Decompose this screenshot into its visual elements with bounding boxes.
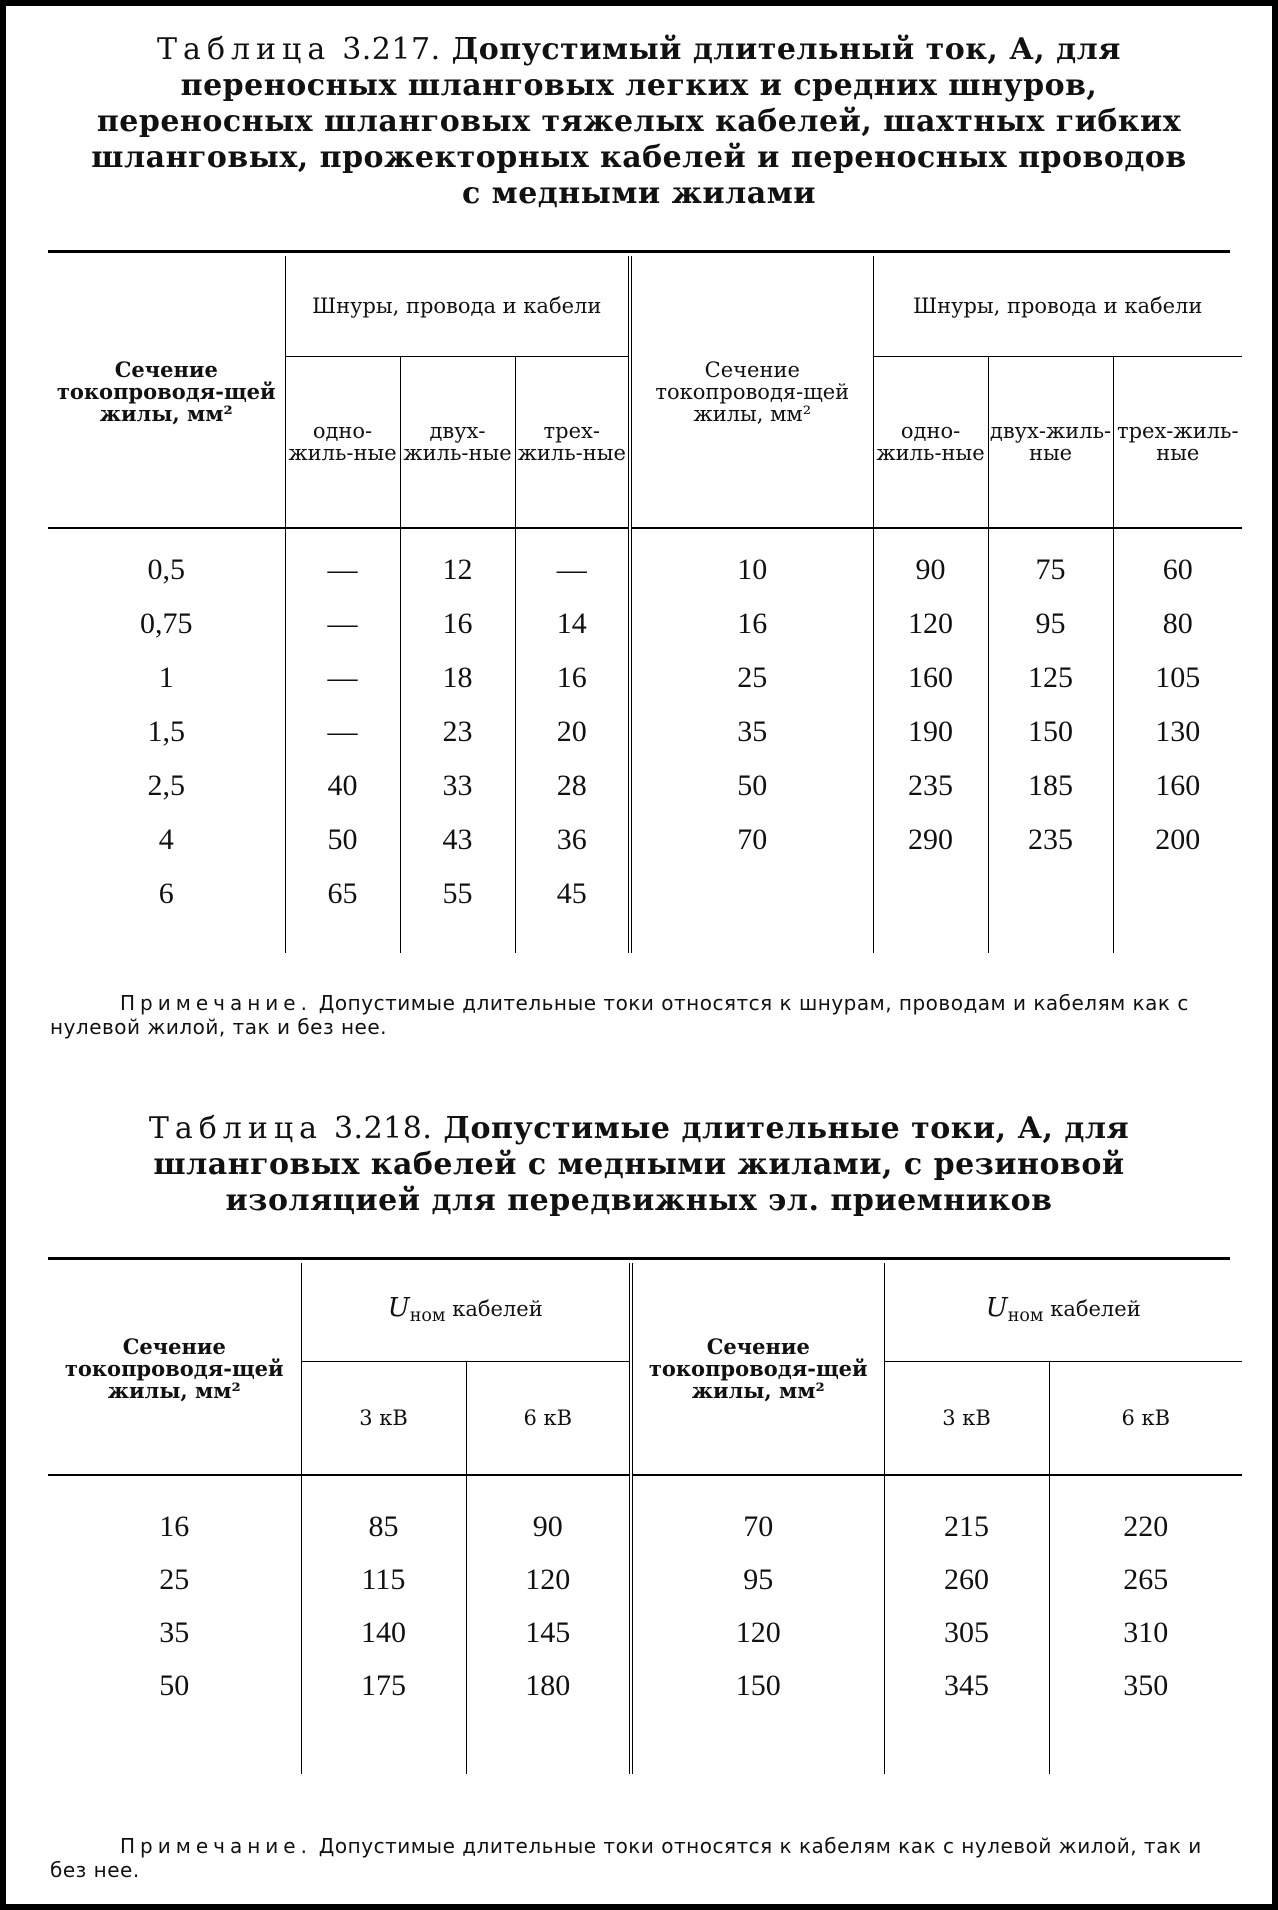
table-cell [1113, 867, 1242, 921]
table-cell: 350 [1049, 1659, 1242, 1712]
t1-header-single-core-left: одно-жиль-ные [285, 356, 400, 528]
table-cell: 16 [400, 597, 515, 651]
t1-header-two-core-right: двух-жиль-ные [988, 356, 1113, 528]
t1-header-two-core-left: двух-жиль-ные [400, 356, 515, 528]
table-row [48, 597, 1242, 651]
table-cell: 1,5 [147, 715, 185, 748]
table-cell: 105 [1113, 651, 1242, 705]
t2-header-3kv-left: 3 кВ [301, 1361, 466, 1475]
voltage-label: кабелей [452, 1296, 543, 1321]
t1-header-group-left: Шнуры, провода и кабели [285, 256, 630, 356]
table-cell: 28 [515, 759, 630, 813]
table-row [48, 543, 1242, 597]
table-cell: 1 [158, 661, 174, 694]
table-row [48, 705, 1242, 759]
voltage-subscript: ном [1007, 1305, 1044, 1326]
table-row [48, 867, 1242, 921]
t1-header-single-core-right: одно-жиль-ные [873, 356, 988, 528]
table-cell: 150 [631, 1659, 884, 1712]
t2-header-6kv-left: 6 кВ [466, 1361, 631, 1475]
table-cell: — [285, 651, 400, 705]
table-cell: 200 [1113, 813, 1242, 867]
table-row [48, 759, 1242, 813]
table-cell: 25 [630, 651, 873, 705]
table-cell: 50 [159, 1668, 190, 1702]
voltage-subscript: ном [409, 1305, 446, 1326]
table-cell: 16 [159, 1509, 190, 1543]
table-cell: 160 [1113, 759, 1242, 813]
voltage-symbol: U [985, 1292, 1008, 1323]
t1-header-three-core-right: трех-жиль-ные [1113, 356, 1242, 528]
table-cell: — [285, 597, 400, 651]
table-cell: 12 [400, 543, 515, 597]
table-cell: 145 [466, 1606, 631, 1659]
t2-header-6kv-right: 6 кВ [1049, 1361, 1242, 1475]
voltage-label: кабелей [1050, 1296, 1141, 1321]
table-cell: 90 [466, 1500, 631, 1553]
table-cell: 150 [988, 705, 1113, 759]
table-cell: 50 [630, 759, 873, 813]
table-3-217-note [50, 991, 1228, 1039]
title-text: Допустимые длительные токи, А, для шланговых кабелей с медными жилами, с резиновой изоляцией для передвижных эл. приемников [153, 1111, 1130, 1218]
table-cell: 18 [400, 651, 515, 705]
table-cell: — [285, 705, 400, 759]
table-cell [873, 867, 988, 921]
title-lead: Таблица [157, 32, 332, 67]
table-cell: 36 [515, 813, 630, 867]
table-cell: 235 [988, 813, 1113, 867]
t1-header-three-core-left: трех-жиль-ные [515, 356, 630, 528]
table-cell: 50 [285, 813, 400, 867]
table-3-217 [48, 256, 1242, 953]
t1-header-section-left: Сечение токопроводя-щей жилы, мм² [56, 356, 276, 426]
table-cell: 120 [631, 1606, 884, 1659]
table-cell: 60 [1113, 543, 1242, 597]
table-cell: 115 [301, 1553, 466, 1606]
note-lead: Примечание. [120, 991, 312, 1015]
title-number: 3.218. [333, 1111, 433, 1146]
table-cell: 33 [400, 759, 515, 813]
table-cell: — [285, 543, 400, 597]
table-cell: 180 [466, 1659, 631, 1712]
table-cell: 260 [884, 1553, 1049, 1606]
table-cell [630, 867, 873, 921]
table-cell: 290 [873, 813, 988, 867]
table-cell: 16 [630, 597, 873, 651]
table-cell: 130 [1113, 705, 1242, 759]
table-1-top-rule [48, 250, 1230, 253]
table-cell: 95 [631, 1553, 884, 1606]
table-cell: 40 [285, 759, 400, 813]
table-cell: 2,5 [147, 769, 185, 802]
table-cell: 120 [466, 1553, 631, 1606]
table-cell: 0,75 [140, 607, 193, 640]
table-cell: 75 [988, 543, 1113, 597]
table-cell: — [515, 543, 630, 597]
table-cell: 35 [630, 705, 873, 759]
note-text: Допустимые длительные токи относятся к кабелям как с нулевой жилой, так и без нее. [50, 1834, 1202, 1882]
title-text: Допустимый длительный ток, А, для переносных шланговых легких и средних шнуров, переносных шланговых тяжелых кабелей, шахтных гибких шланговых, прожекторных кабелей и переносных проводов с медными жилами [91, 32, 1187, 211]
table-cell: 190 [873, 705, 988, 759]
table-cell: 10 [630, 543, 873, 597]
t1-header-group-right: Шнуры, провода и кабели [873, 256, 1242, 356]
table-cell: 175 [301, 1659, 466, 1712]
table-cell: 65 [285, 867, 400, 921]
table-cell: 345 [884, 1659, 1049, 1712]
t2-header-3kv-right: 3 кВ [884, 1361, 1049, 1475]
note-lead: Примечание. [120, 1834, 312, 1858]
t1-header-section-right: Сечение токопроводя-щей жилы, мм² [630, 256, 873, 528]
table-cell: 45 [515, 867, 630, 921]
table-2-top-rule [48, 1257, 1230, 1260]
title-number: 3.217. [342, 32, 441, 67]
table-cell: 25 [159, 1562, 190, 1596]
table-3-217-title [89, 32, 1189, 212]
table-cell: 235 [873, 759, 988, 813]
table-row [48, 1659, 1242, 1712]
t2-header-section-right: Сечение токопроводя-щей жилы, мм² [631, 1263, 884, 1475]
table-cell: 23 [400, 705, 515, 759]
table-cell: 120 [873, 597, 988, 651]
table-3-218-title [109, 1111, 1169, 1219]
table-cell: 220 [1049, 1500, 1242, 1553]
table-cell [988, 867, 1113, 921]
table-row [48, 1500, 1242, 1553]
table-cell: 95 [988, 597, 1113, 651]
table-cell: 14 [515, 597, 630, 651]
table-cell: 140 [301, 1606, 466, 1659]
table-row [48, 651, 1242, 705]
table-cell: 215 [884, 1500, 1049, 1553]
voltage-symbol: U [387, 1292, 410, 1323]
table-cell: 16 [515, 651, 630, 705]
table-cell: 70 [631, 1500, 884, 1553]
table-cell: 55 [400, 867, 515, 921]
table-cell: 20 [515, 705, 630, 759]
table-cell: 85 [301, 1500, 466, 1553]
table-cell: 125 [988, 651, 1113, 705]
t2-header-voltage-right [884, 1263, 1242, 1361]
table-cell: 4 [158, 823, 174, 856]
table-cell: 265 [1049, 1553, 1242, 1606]
table-cell: 0,5 [147, 553, 185, 586]
table-cell: 80 [1113, 597, 1242, 651]
t2-header-section-left: Сечение токопроводя-щей жилы, мм² [64, 1333, 284, 1403]
table-3-218 [48, 1263, 1242, 1774]
table-cell: 35 [159, 1615, 190, 1649]
note-text: Допустимые длительные токи относятся к шнурам, проводам и кабелям как с нулевой жилой, так и без нее. [50, 991, 1189, 1039]
table-cell: 43 [400, 813, 515, 867]
table-cell: 6 [158, 877, 174, 910]
table-3-218-note [50, 1834, 1228, 1882]
table-cell: 305 [884, 1606, 1049, 1659]
table-cell: 70 [630, 813, 873, 867]
table-cell: 185 [988, 759, 1113, 813]
title-lead: Таблица [148, 1111, 324, 1146]
table-row [48, 813, 1242, 867]
table-cell: 90 [873, 543, 988, 597]
table-cell: 160 [873, 651, 988, 705]
table-row [48, 1606, 1242, 1659]
table-cell: 310 [1049, 1606, 1242, 1659]
t2-header-voltage-left [301, 1263, 631, 1361]
table-row [48, 1553, 1242, 1606]
